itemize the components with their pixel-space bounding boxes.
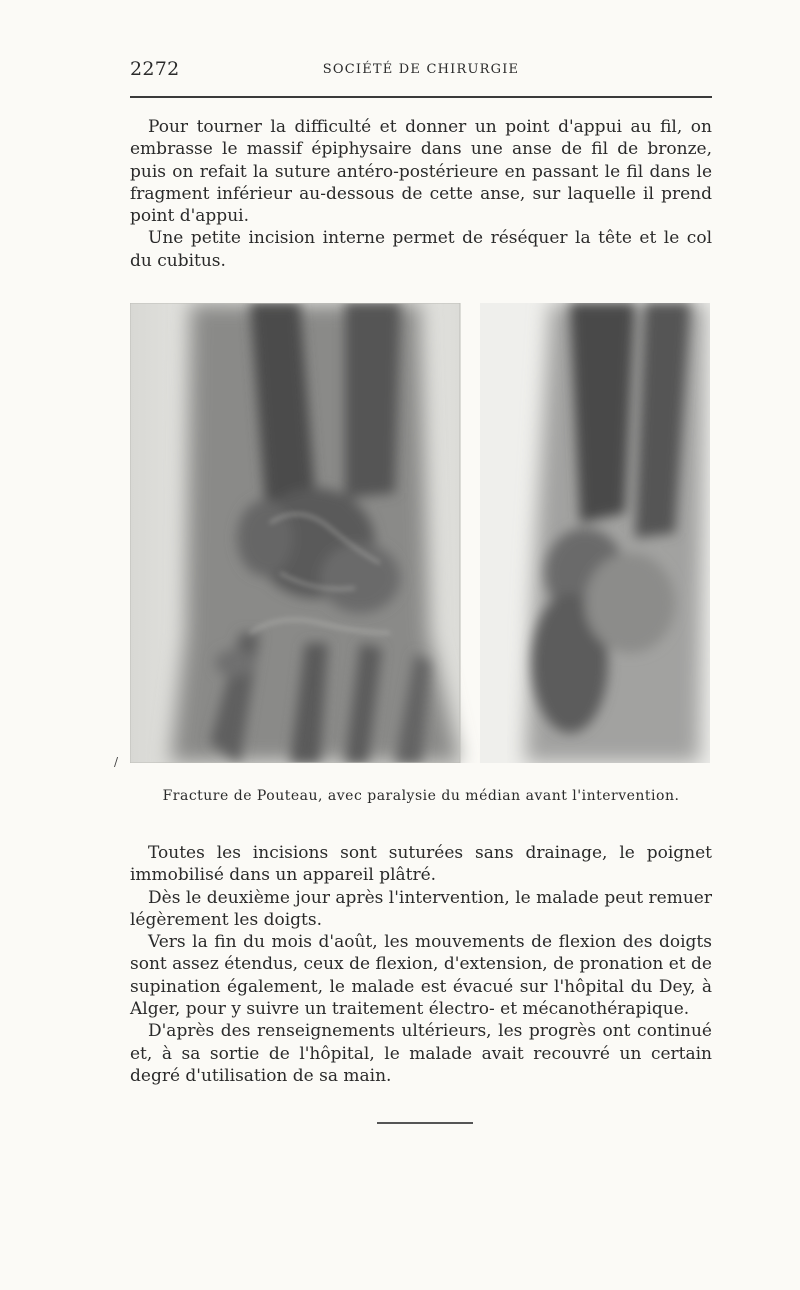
- body-text-bottom: [130, 842, 712, 1087]
- body-text-top: [130, 116, 712, 272]
- paragraph: D'après des renseignements ultérieurs, les progrès ont continué et, à sa sortie de l'hôpital, le malade avait recouvré un certain degré d'utilisation de sa main.: [130, 1021, 712, 1086]
- paragraph: Pour tourner la difficulté et donner un point d'appui au fil, on embrasse le massif épiphysaire dans une anse de fil de bronze, puis on refait la suture antéro-postérieure en passant le fil dans le fragment inférieur au-dessous de cette anse, sur laquelle il prend point d'appui.: [130, 117, 712, 227]
- paragraph: Vers la fin du mois d'août, les mouvements de flexion des doigts sont assez étendus, ceux de flexion, d'extension, de pronation et de supination également, le malade est évacué sur l'hôpital du Dey, à Alger, pour y suivre un traitement électro- et mécanothérapique.: [130, 932, 712, 1020]
- page-header: [130, 56, 712, 82]
- stray-mark: /: [114, 755, 119, 769]
- figure-caption: Fracture de Pouteau, avec paralysie du médian avant l'intervention.: [162, 788, 680, 804]
- paragraph: Dès le deuxième jour après l'intervention, le malade peut remuer légèrement les doigts.: [130, 887, 712, 930]
- paragraph: Toutes les incisions sont suturées sans drainage, le poignet immobilisé dans un appareil plâtré.: [130, 843, 712, 886]
- running-head: SOCIÉTÉ DE CHIRURGIE: [322, 62, 520, 77]
- header-rule: [130, 96, 712, 98]
- page-number: 2272: [130, 58, 180, 80]
- xray-figure: [130, 303, 710, 763]
- xray-photograph-icon: [130, 303, 710, 763]
- paragraph: Une petite incision interne permet de réséquer la tête et le col du cubitus.: [130, 228, 712, 271]
- section-end-rule: [377, 1122, 473, 1124]
